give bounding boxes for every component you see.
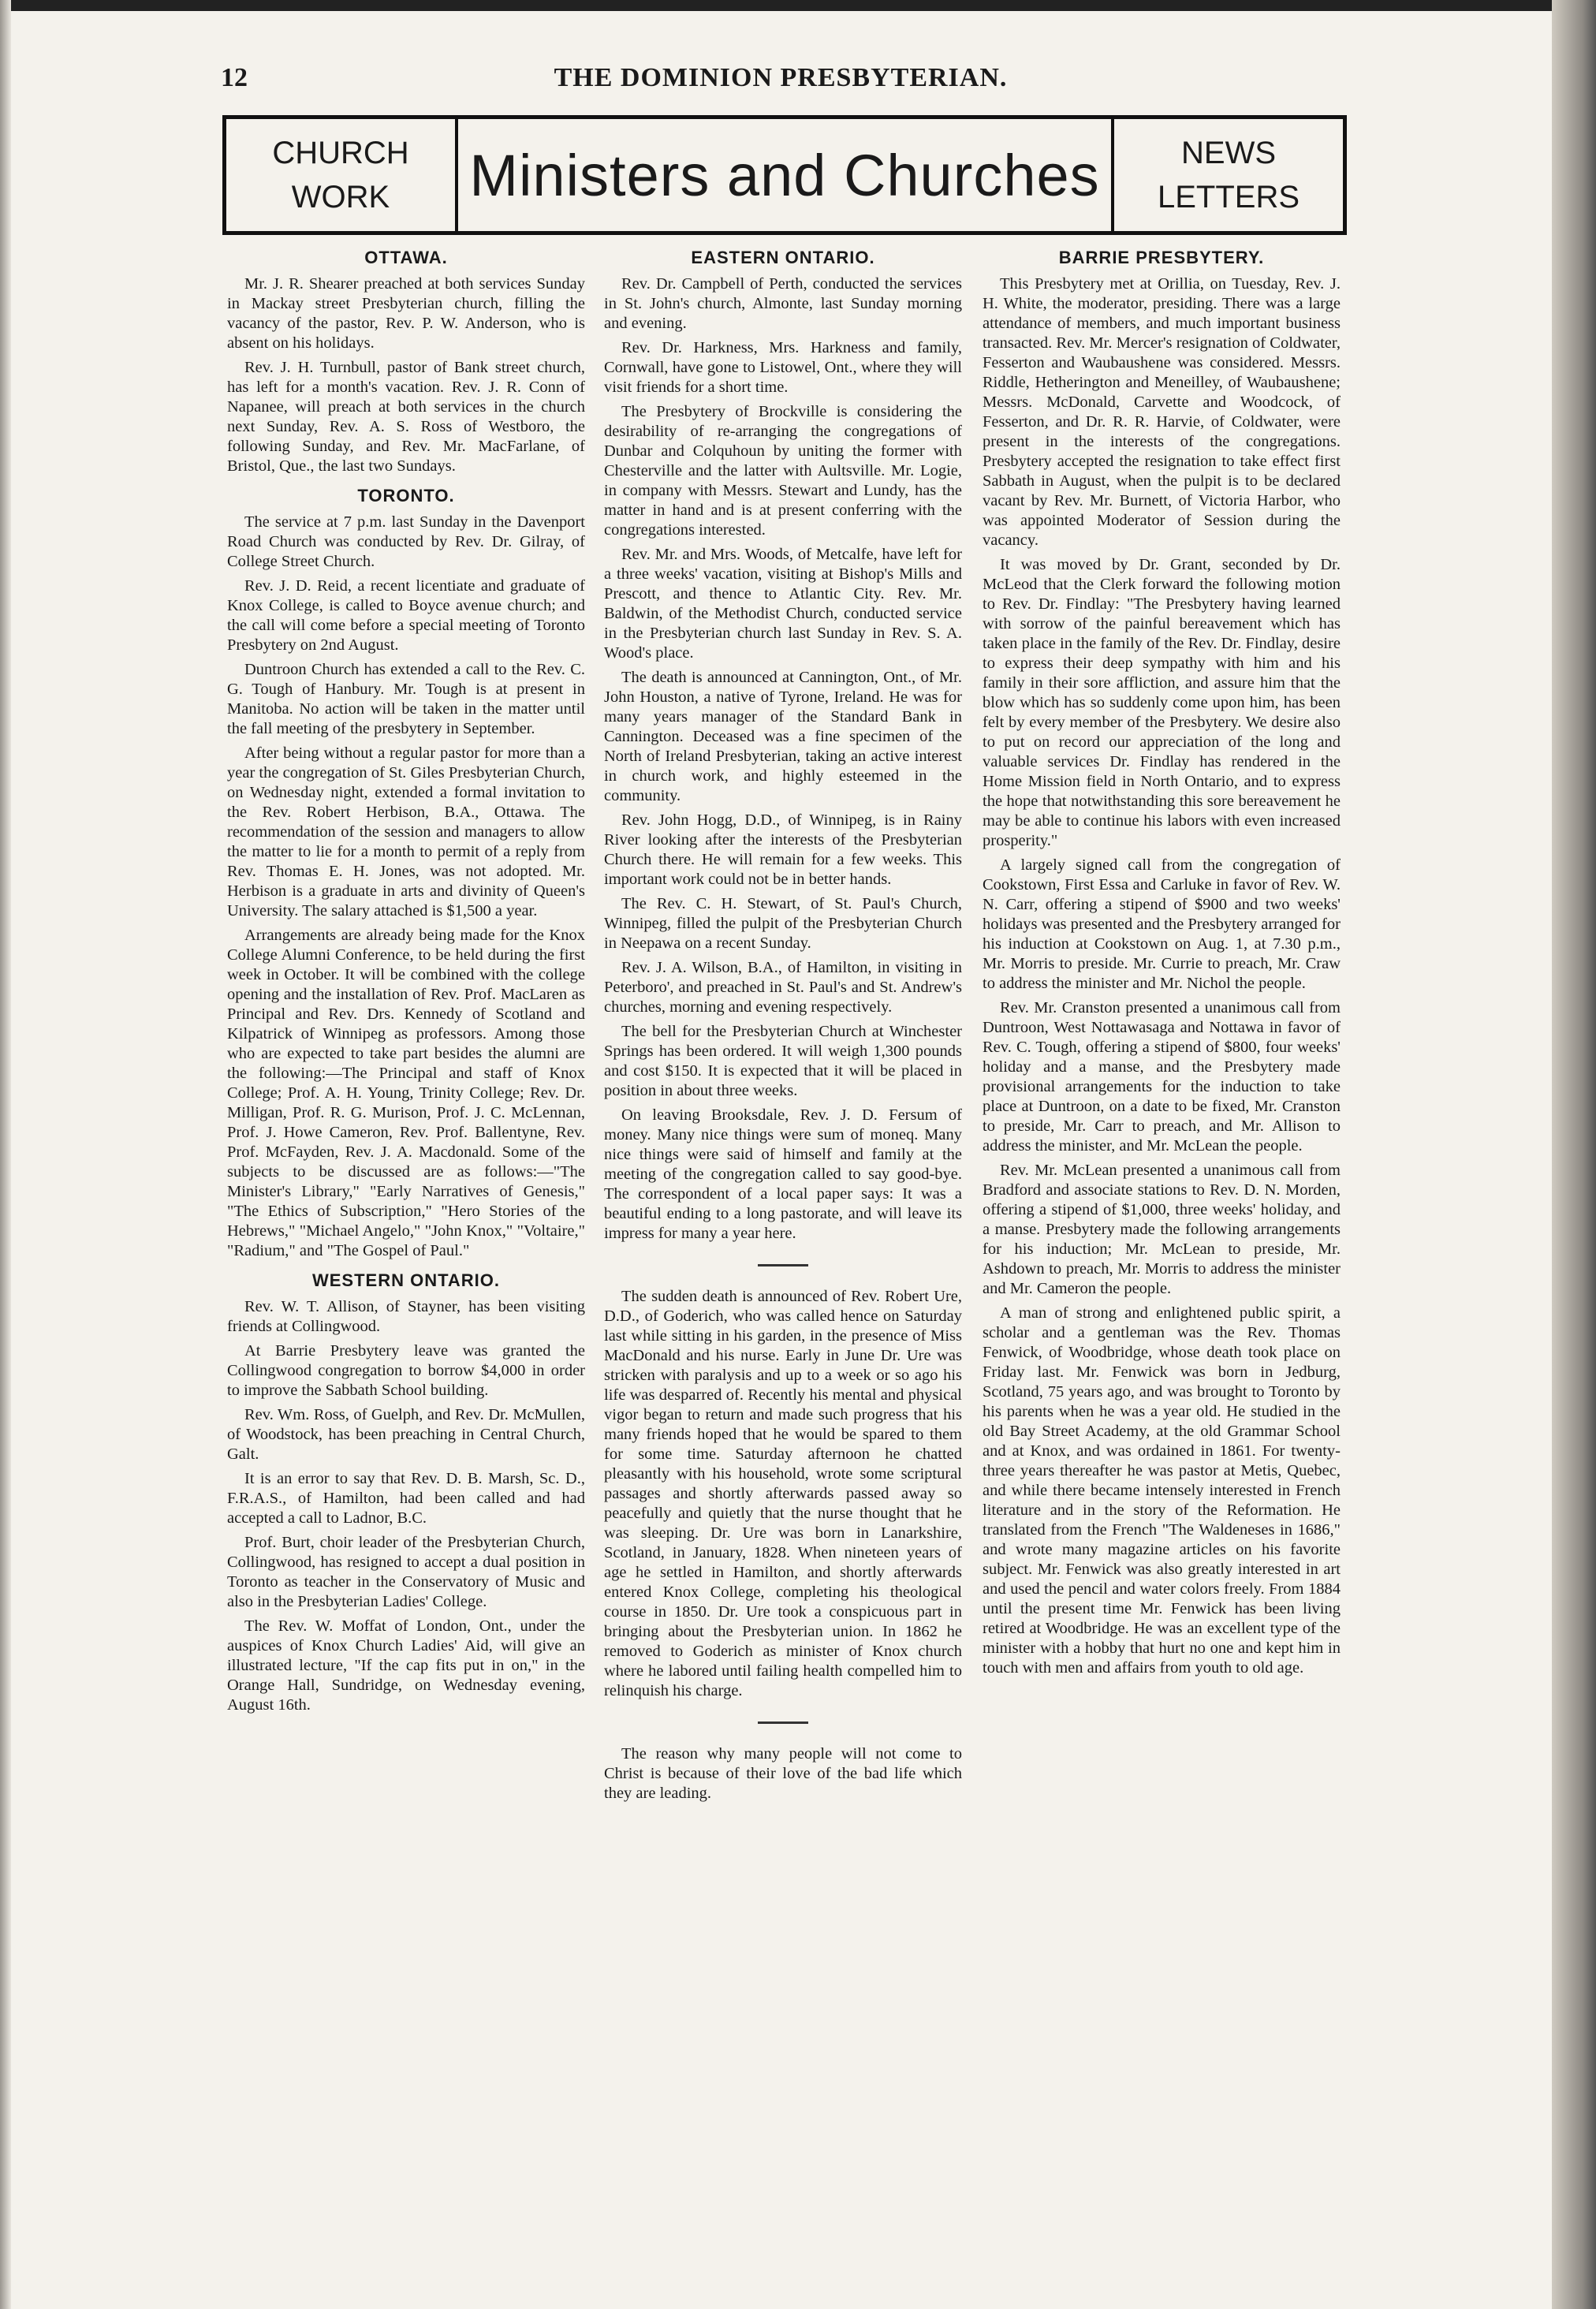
news-item: Arrangements are already being made for the Knox College Alumni Conference, to be held during the first week in October. It will be combined with the college opening and the installation of Rev. Prof. MacLaren as Principal and Rev. Drs. Kennedy of Scotland and Kilpatrick of Winnipeg as professors. Among those who are expected to take part besides the alumni are the following:—The Principal and staff of Knox College; Prof. A. H. Young, Trinity College; Rev. Dr. Milligan, Prof. R. G. Murison, Prof. J. C. McLennan, Prof. J. Howe Cameron, Rev. Prof. Ballentyne, Rev. Prof. McFayden, Rev. J. A. Macdonald. Some of the subjects to be discussed are as follows:—"The Minister's Library," "Early Narratives of Genesis," "The Ethics of Subscription," "Hero Stories of the Hebrews," "Michael Angelo," "John Knox," "Voltaire," "Radium," and "The Gospel of Paul." [227,927,585,1259]
news-item: Mr. J. R. Shearer preached at both services Sunday in Mackay street Presbyterian church, filling the vacancy of the pastor, Rev. P. W. Anderson, who is absent on his holidays. [227,275,585,352]
section-heading-barrie-presbytery: BARRIE PRESBYTERY. [1058,248,1265,267]
scan-top-border [0,0,1596,11]
section-heading-toronto: TORONTO. [357,486,455,505]
news-item: Rev. J. A. Wilson, B.A., of Hamilton, in visiting in Peterboro', and preached in St. Paul's and St. Andrew's churches, morning and evening respectively. [604,959,962,1016]
news-item: A man of strong and enlightened public spirit, a scholar and a gentleman was the Rev. Thomas Fenwick, of Woodbridge, whose death took place on Friday last. Mr. Fenwick was born in Jedburg, Scotland, 75 years ago, and was brought to Toronto by his parents when he was a year old. He studied in the old Bay Street Academy, at the old Grammar School and at Knox, and was ordained in 1861. For twenty-three years thereafter he was pastor at Metis, Quebec, and while there became intensely interested in French literature and in the story of the Reformation. He translated from the French "The Waldeneses in 1686," and wrote many magazine articles on his favorite subject. Mr. Fenwick was also greatly interested in art and used the pencil and water colors freely. From 1884 until the present time Mr. Fenwick has been living retired at Woodbridge. He was an excellent type of the minister with a hobby that hurt no one and kept him in touch with men and affairs from youth to old age. [983,1304,1341,1677]
banner-right-line2: LETTERS [1157,180,1300,214]
news-item: Rev. Mr. McLean presented a unanimous call from Bradford and associate stations to Rev. D. N. Morden, offering a stipend of $1,000, three weeks' holiday, and a manse. Presbytery made the following arrangements for his induction; Mr. McLean to preside, Mr. Ashdown to preach, Mr. Morris to address the minister and Mr. Cameron the people. [983,1162,1341,1297]
news-item: A largely signed call from the congregation of Cookstown, First Essa and Carluke in favor of Rev. W. N. Carr, offering a stipend of $900 and two weeks' holidays was presented and the Presbytery arranged for his induction at Cookstown on Aug. 1, at 7.30 p.m., Mr. Morris to preside. Mr. Currie to preach, Mr. Craw to address the minister and Mr. Nichol the people. [983,856,1341,992]
column-2 [604,237,962,1808]
section-heading-eastern-ontario: EASTERN ONTARIO. [691,248,875,267]
page-number: 12 [221,63,248,92]
news-item: The Rev. W. Moffat of London, Ont., under the auspices of Knox Church Ladies' Aid, will give an illustrated lecture, "If the cap fits put in on," in the Orange Hall, Sundridge, on Wednesday evening, August 16th. [227,1617,585,1714]
news-item: After being without a regular pastor for more than a year the congregation of St. Giles Presbyterian Church, on Wednesday night, extended a formal invitation to the Rev. Robert Herbison, B.A., Ottawa. The recommendation of the session and managers to allow the matter to lie for a month to permit of a reply from Rev. Thomas E. H. Jones, was not adopted. Mr. Herbison is a graduate in arts and divinity of Queen's University. The salary attached is $1,500 a year. [227,744,585,919]
news-item: Rev. W. T. Allison, of Stayner, has been visiting friends at Collingwood. [227,1298,585,1335]
article-divider [758,1721,808,1724]
news-item: It is an error to say that Rev. D. B. Marsh, Sc. D., F.R.A.S., of Hamilton, had been called and had accepted a call to Ladnor, B.C. [227,1470,585,1527]
banner-right-line1: NEWS [1181,136,1276,170]
banner-left-line1: CHURCH [272,136,409,170]
banner-right-box [1111,119,1343,231]
banner-left-line2: WORK [291,180,390,214]
news-item: Rev. Mr. Cranston presented a unanimous call from Duntroon, West Nottawasaga and Nottawa in favor of Rev. C. Tough, offering a stipend of $800, four weeks' holiday and a manse, and the Presbytery made provisional arrangements for the induction to take place at Duntroon, on a date to be fixed, Mr. Cranston to preside, Mr. Carr to preach, and Mr. Allison to address the minister, and Mr. McLean the people. [983,999,1341,1154]
section-heading-ottawa: OTTAWA. [364,248,448,267]
news-item: The bell for the Presbyterian Church at Winchester Springs has been ordered. It will weigh 1,300 pounds and cost $150. It is expected that it will be placed in position in about three weeks. [604,1023,962,1099]
news-item: At Barrie Presbytery leave was granted the Collingwood congregation to borrow $4,000 in order to improve the Sabbath School building. [227,1342,585,1399]
column-1 [227,237,585,1720]
column-3 [983,237,1341,1683]
closing-note: The reason why many people will not come to Christ is because of their love of the bad life which they are leading. [604,1745,962,1802]
scan-right-edge [1552,0,1596,2309]
news-item: This Presbytery met at Orillia, on Tuesday, Rev. J. H. White, the moderator, presiding. There was a large attendance of members, and much important business transacted. Rev. Mr. Mercer's resignation of Coldwater, Fesserton and Waubaushene was considered. Messrs. Riddle, Hetherington and Meneilley, of Waubaushene; Messrs. McDonald, Carvette and Woodcock, of Fesserton, and Dr. R. R. Harvie, of Coldwater, were present in the interests of the congregations. Presbytery accepted the resignation to take effect first Sabbath in August, when the pulpit is to be declared vacant by Rev. Mr. Burnett, of Victoria Harbor, who was appointed Moderator of Session during the vacancy. [983,275,1341,549]
section-heading-western-ontario: WESTERN ONTARIO. [311,1270,501,1290]
news-item: Rev. Dr. Campbell of Perth, conducted the services in St. John's church, Almonte, last Sunday morning and evening. [604,275,962,332]
banner-title: Ministers and Churches [469,142,1100,208]
news-item: Rev. Dr. Harkness, Mrs. Harkness and family, Cornwall, have gone to Listowel, Ont., where they will visit friends for a short time. [604,339,962,396]
running-header [221,63,1341,103]
news-item: Rev. Wm. Ross, of Guelph, and Rev. Dr. McMullen, of Woodstock, has been preaching in Central Church, Galt. [227,1406,585,1463]
news-item: On leaving Brooksdale, Rev. J. D. Fersum of money. Many nice things were sum of moneq. Many nice things were said of himself and family at the meeting of the congregation called to say good-bye. The correspondent of a local paper says: It was a beautiful ending to a long pastorate, and will leave its impress for many a year here. [604,1106,962,1242]
banner-left-box [226,119,458,231]
news-item: The death is announced at Cannington, Ont., of Mr. John Houston, a native of Tyrone, Ireland. He was for many years manager of the Standard Bank in Cannington. Deceased was a fine specimen of the North of Ireland Presbyterian, taking an active interest in church work, and highly esteemed in the community. [604,669,962,804]
news-item: Duntroon Church has extended a call to the Rev. C. G. Tough of Hanbury. Mr. Tough is at present in Manitoba. No action will be taken in the matter until the fall meeting of the presbytery in September. [227,661,585,737]
publication-title: THE DOMINION PRESBYTERIAN. [554,63,1008,92]
section-banner [222,115,1347,235]
news-item: It was moved by Dr. Grant, seconded by Dr. McLeod that the Clerk forward the following motion to Rev. Dr. Findlay: "The Presbytery having learned with sorrow of the painful bereavement which has taken place in the family of the Rev. Dr. Findlay, desire to express their deep sympathy with him and his family in their sore affliction, and assure him that the blow which has so suddenly come upon him, has been felt by every member of the Presbytery. We desire also to put on record our appreciation of the long and valuable services Dr. Findlay has rendered in the Home Mission field in North Ontario, and to express the hope that notwithstanding this sore bereavement he may be able to continue his labors with even increased prosperity." [983,556,1341,849]
obituary-item: The sudden death is announced of Rev. Robert Ure, D.D., of Goderich, who was called hence on Saturday last while sitting in his garden, in the presence of Miss MacDonald and his nurse. Early in June Dr. Ure was stricken with paralysis and up to a week or so ago his life was desparred of. Recently his mental and physical vigor began to return and made such progress that his many friends hoped that he would be spared to them for some time. Saturday afternoon he chatted pleasantly with his household, wrote some scriptural passages and shortly afterwards passed away so peacefully and quietly that the nurse thought that he was sleeping. Dr. Ure was born in Lanarkshire, Scotland, in January, 1828. When nineteen years of age he settled in Hamilton, and shortly afterwards entered Knox College, completing his theological course in 1850. Dr. Ure took a conspicuous part in bringing about the Presbyterian union. In 1862 he removed to Goderich as minister of Knox church where he labored until failing health compelled him to relinquish his charge. [604,1288,962,1699]
news-item: Rev. John Hogg, D.D., of Winnipeg, is in Rainy River looking after the interests of the Presbyterian Church there. He will remain for a few weeks. This important work could not be in better hands. [604,811,962,888]
news-item: Prof. Burt, choir leader of the Presbyterian Church, Collingwood, has resigned to accept a dual position in Toronto as teacher in the Conservatory of Music and also in the Presbyterian Ladies' College. [227,1534,585,1610]
article-divider [758,1264,808,1266]
news-item: Rev. J. H. Turnbull, pastor of Bank street church, has left for a month's vacation. Rev. J. R. Conn of Napanee, will preach at both services in the church next Sunday, Rev. A. S. Ross of Westboro, the following Sunday, and Rev. Mr. MacFarlane, of Bristol, Que., the last two Sundays. [227,359,585,475]
article-columns [222,237,1347,2129]
news-item: The service at 7 p.m. last Sunday in the Davenport Road Church was conducted by Rev. Dr. Gilray, of College Street Church. [227,513,585,570]
news-item: Rev. Mr. and Mrs. Woods, of Metcalfe, have left for a three weeks' vacation, visiting at Bishop's Mills and Prescott, and thence to Atlantic City. Rev. Mr. Baldwin, of the Methodist Church, conducted service in the Presbyterian church last Sunday in Rev. S. A. Wood's place. [604,546,962,662]
scan-left-edge [0,0,11,2309]
news-item: The Presbytery of Brockville is considering the desirability of re-arranging the congregations of Dunbar and Colquhoun by uniting the former with Chesterville and the latter with Aultsville. Mr. Logie, in company with Messrs. Stewart and Lundy, has the matter in hand and is at present conferring with the congregations interested. [604,403,962,539]
news-item: The Rev. C. H. Stewart, of St. Paul's Church, Winnipeg, filled the pulpit of the Presbyterian Church in Neepawa on a recent Sunday. [604,895,962,952]
news-item: Rev. J. D. Reid, a recent licentiate and graduate of Knox College, is called to Boyce avenue church; and the call will come before a special meeting of Toronto Presbytery on 2nd August. [227,577,585,654]
